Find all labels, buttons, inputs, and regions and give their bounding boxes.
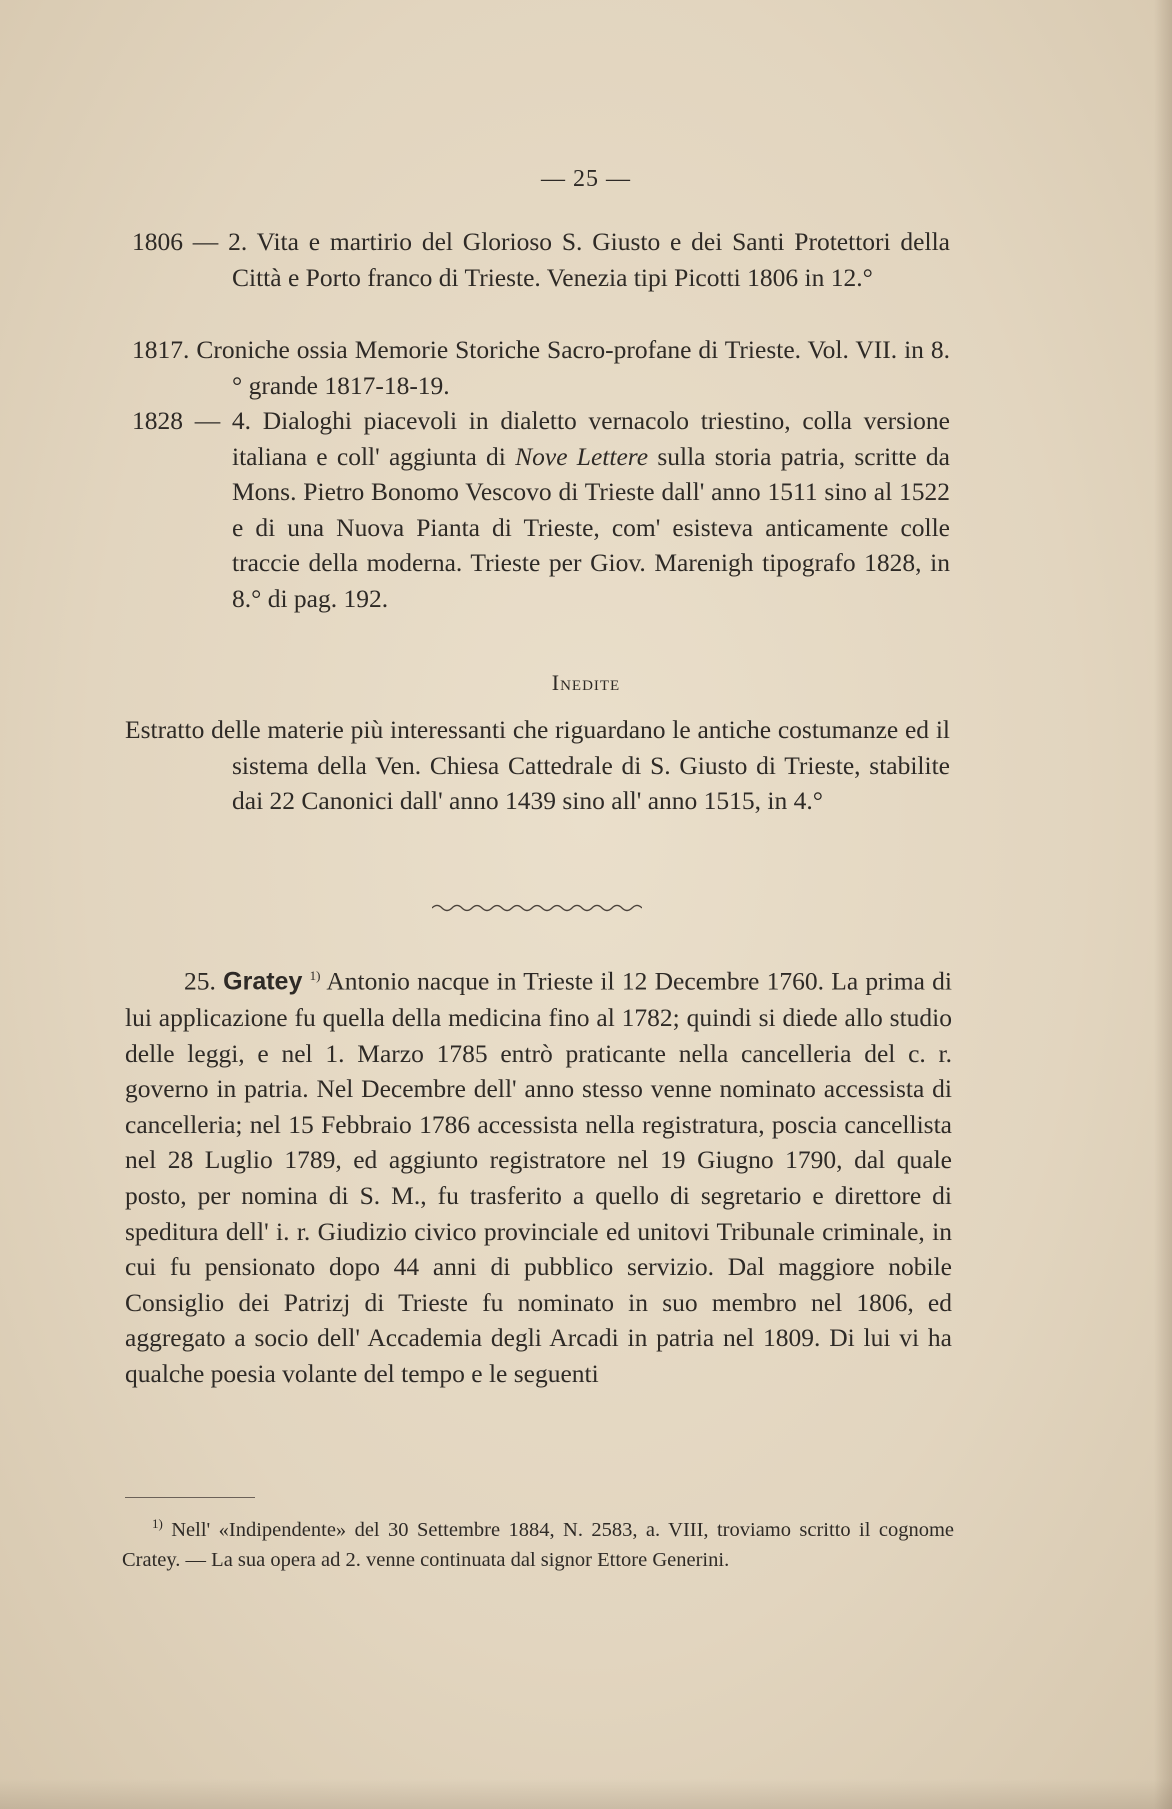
entry-year: 1828 — 4.	[132, 406, 252, 435]
biography-entry	[125, 958, 952, 1392]
ornamental-divider	[432, 902, 642, 914]
bibliography-entry-1806	[132, 224, 950, 295]
inedite-entry	[125, 712, 950, 819]
entry-italic-title: Nove Lettere	[515, 441, 649, 471]
footnote-text: Nell' «Indipendente» del 30 Settembre 1884, N. 2583, a. VIII, troviamo scritto il cognome Cratey. — La sua opera ad 2. venne continuata dal signor Ettore Generini.	[122, 1518, 954, 1571]
person-name: Gratey	[223, 967, 303, 996]
bibliography-entry-1817	[132, 332, 950, 403]
footnote-reference[interactable]: 1)	[309, 968, 321, 983]
footnote-marker: 1)	[152, 1516, 163, 1531]
biography-text: Antonio nacque in Trieste il 12 Decembre 1760. La prima di lui applicazione fu quella della medicina fino al 1782; quindi si diede allo studio delle leggi, e nel 1. Marzo 1785 entrò praticante nella cancelleria del c. r. governo in patria. Nel Decembre dell' anno stesso venne nominato accessista di cancelleria; nel 15 Febbraio 1786 accessista nella registratura, poscia cancellista nel 28 Luglio 1789, ed aggiunto registratore nel 19 Giugno 1790, dal quale posto, per nomina di S. M., fu trasferito a quello di segretario e direttore di speditura dell' i. r. Giudizio civico provinciale ed unitovi Tribunale criminale, in cui fu pensionato dopo 44 anni di pubblico servizio. Dal maggiore nobile Consiglio dei Patrizj di Trieste fu nominato in suo membro nel 1806, ed aggregato a socio dell' Accademia degli Arcadi in patria nel 1809. Di lui vi ha qualche poesia volante del tempo e le seguenti	[125, 966, 952, 1389]
entry-year: 1817.	[132, 335, 190, 364]
footnote-divider	[125, 1497, 255, 1498]
entry-text-after: sulla storia patria, scritte da Mons. Pietro Bonomo Vescovo di Trieste dall' anno 1511 sino al 1522 e di una Nuova Pianta di Trieste, com' esisteva anticamente colle traccie della moderna. Trieste per Giov. Marenigh tipografo 1828, in 8.° di pag. 192.	[232, 441, 950, 613]
inedite-text: delle materie più interessanti che riguardano le antiche costumanze ed il sistema della Ven. Chiesa Cattedrale di S. Giusto di Trieste, stabilite dai 22 Canonici dall' anno 1439 sino all' anno 1515, in 4.°	[204, 715, 950, 815]
page-edge-shadow	[1154, 0, 1172, 1809]
page-bottom-shadow	[0, 1779, 1172, 1809]
inedite-lead: Estratto	[125, 715, 205, 744]
section-heading-inedite: Inedite	[551, 670, 621, 695]
entry-text-before: Dialoghi piacevoli in dialetto vernacolo triestino, colla versione italiana e coll' aggiunta di	[232, 406, 951, 471]
entry-number: 25.	[184, 966, 216, 996]
entry-text: Croniche ossia Memorie Storiche Sacro-profane di Trieste. Vol. VII. in 8.° grande 1817-18-19.	[196, 335, 950, 400]
bibliography-entry-1828	[132, 403, 950, 616]
page-number: — 25 —	[541, 166, 631, 192]
entry-year: 1806 — 2.	[132, 227, 248, 256]
entry-text: Vita e martirio del Glorioso S. Giusto e dei Santi Protettori della Città e Porto franco di Trieste. Venezia tipi Picotti 1806 in 12.°	[232, 227, 950, 292]
footnote	[122, 1509, 954, 1575]
